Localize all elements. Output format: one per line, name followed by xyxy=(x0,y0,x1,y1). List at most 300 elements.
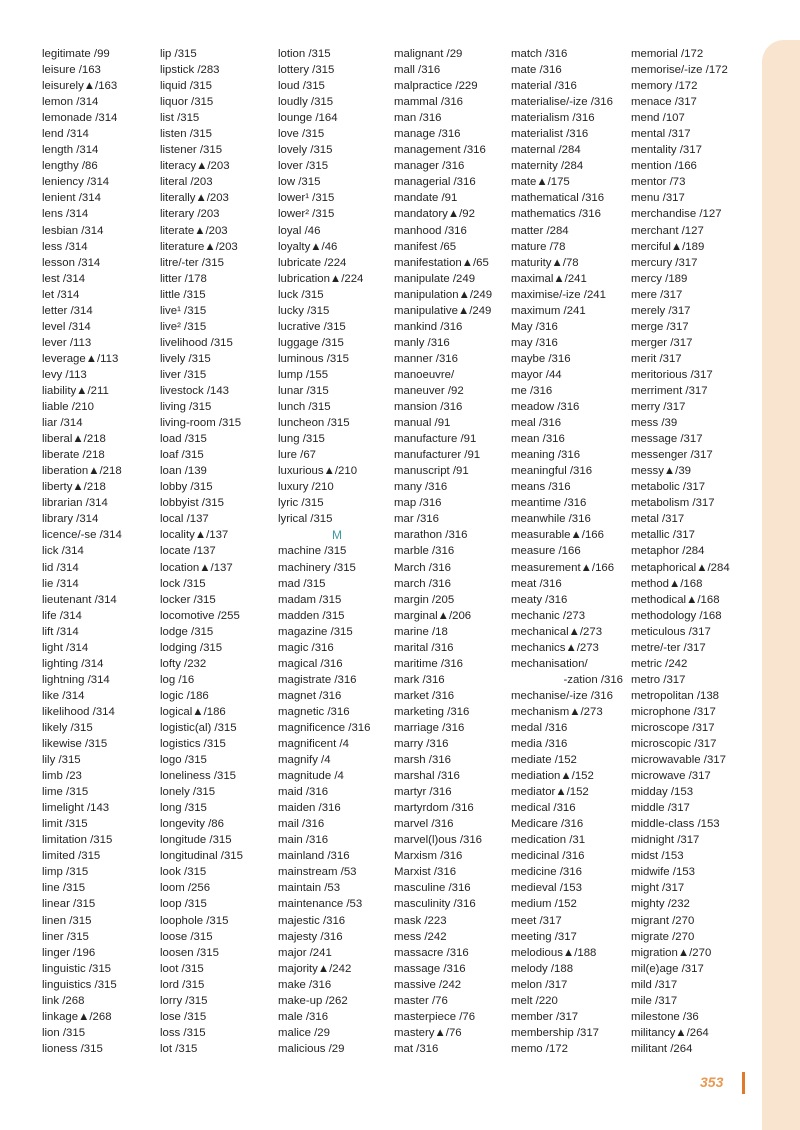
index-column-1 xyxy=(42,46,160,1057)
page-number-bar xyxy=(742,1072,745,1094)
index-entry: majority▲/242 xyxy=(278,962,352,975)
index-entry: loudly /315 xyxy=(278,96,334,109)
index-entry: loyalty▲/46 xyxy=(278,240,338,253)
index-entry: let /314 xyxy=(42,288,80,301)
index-entry: lubrication▲/224 xyxy=(278,272,364,285)
index-entry: likely /315 xyxy=(42,721,93,734)
index-entry: means /316 xyxy=(511,481,571,494)
index-entry: lotion /315 xyxy=(278,48,331,60)
index-entry: longitude /315 xyxy=(160,834,232,847)
index-entry: manufacture /91 xyxy=(394,433,477,446)
index-entry: many /316 xyxy=(394,481,448,494)
index-entry: mend /107 xyxy=(631,112,685,125)
index-entry: major /241 xyxy=(278,946,332,959)
index-entry: liberation▲/218 xyxy=(42,465,122,478)
index-entry: lioness /315 xyxy=(42,1042,103,1055)
index-entry: light /314 xyxy=(42,641,89,654)
index-entry: messy▲/39 xyxy=(631,465,692,478)
index-entry: lemon /314 xyxy=(42,96,99,109)
index-entry: merger /317 xyxy=(631,336,693,349)
index-entry: lounge /164 xyxy=(278,112,338,125)
index-entry: lip /315 xyxy=(160,48,197,60)
index-entry: medieval /153 xyxy=(511,882,582,895)
index-entry: linger /196 xyxy=(42,946,96,959)
index-entry: limit /315 xyxy=(42,818,88,831)
index-entry: marry /316 xyxy=(394,738,449,751)
index-entry: lorry /315 xyxy=(160,994,208,1007)
index-entry: lure /67 xyxy=(278,449,316,462)
index-entry: literacy▲/203 xyxy=(160,160,230,173)
index-entry: microscopic /317 xyxy=(631,738,717,751)
index-entry: look /315 xyxy=(160,866,207,879)
index-entry: mention /166 xyxy=(631,160,697,173)
index-entry: march /316 xyxy=(394,577,451,590)
index-entry: maid /316 xyxy=(278,786,329,799)
index-entry: lord /315 xyxy=(160,978,205,991)
index-entry: lyric /315 xyxy=(278,497,324,510)
index-entry: lest /314 xyxy=(42,272,86,285)
index-entry: menace /317 xyxy=(631,96,697,109)
section-letter-heading: M xyxy=(332,528,342,543)
index-entry: medium /152 xyxy=(511,898,577,911)
index-entry: lesson /314 xyxy=(42,256,101,269)
index-entry: liberty▲/218 xyxy=(42,481,106,494)
index-entry: magnificent /4 xyxy=(278,738,349,751)
page-number: 353 xyxy=(700,1074,724,1090)
index-entry: mayor /44 xyxy=(511,368,562,381)
index-entry: make /316 xyxy=(278,978,332,991)
index-entry: mechanic /273 xyxy=(511,609,586,622)
index-entry: meaningful /316 xyxy=(511,465,593,478)
index-entry: longevity /86 xyxy=(160,818,224,831)
index-entry: marble /316 xyxy=(394,545,455,558)
index-entry: male /316 xyxy=(278,1010,329,1023)
index-entry: metaphor /284 xyxy=(631,545,705,558)
index-entry: lot /315 xyxy=(160,1042,198,1055)
index-entry: merge /317 xyxy=(631,320,689,333)
index-entry: merciful▲/189 xyxy=(631,240,705,253)
index-entry: match /316 xyxy=(511,48,568,60)
index-entry: mathematical /316 xyxy=(511,192,605,205)
index-entry: living /315 xyxy=(160,401,212,414)
index-entry: like /314 xyxy=(42,689,85,702)
index-entry: migrate /270 xyxy=(631,930,695,943)
index-entry: medical /316 xyxy=(511,802,576,815)
index-entry: make-up /262 xyxy=(278,994,348,1007)
index-entry: manifestation▲/65 xyxy=(394,256,489,269)
index-entry: maintain /53 xyxy=(278,882,341,895)
index-entry: magnetic /316 xyxy=(278,705,350,718)
index-entry: mall /316 xyxy=(394,64,441,77)
index-entry: mil(e)age /317 xyxy=(631,962,704,975)
index-entry: limp /315 xyxy=(42,866,89,879)
index-entry: longitudinal /315 xyxy=(160,850,243,863)
index-entry: member /317 xyxy=(511,1010,579,1023)
index-entry: metropolitan /138 xyxy=(631,689,720,702)
index-entry: limitation /315 xyxy=(42,834,113,847)
index-entry: maintenance /53 xyxy=(278,898,363,911)
index-entry: leniency /314 xyxy=(42,176,110,189)
index-entry: method▲/168 xyxy=(631,577,703,590)
index-entry: loom /256 xyxy=(160,882,211,895)
index-entry: luncheon /315 xyxy=(278,417,350,430)
index-entry: linguistic /315 xyxy=(42,962,112,975)
index-entry: militancy▲/264 xyxy=(631,1026,709,1039)
index-entry: lieutenant /314 xyxy=(42,593,117,606)
index-entry: mat /316 xyxy=(394,1042,439,1055)
index-entry: microwave /317 xyxy=(631,770,711,783)
index-column-6 xyxy=(631,46,749,1057)
index-entry: magazine /315 xyxy=(278,625,353,638)
index-entry: malpractice /229 xyxy=(394,80,478,93)
index-entry: middle /317 xyxy=(631,802,690,815)
index-entry: microwavable /317 xyxy=(631,754,726,767)
index-entry: maximal▲/241 xyxy=(511,272,587,285)
index-entry: lovely /315 xyxy=(278,144,333,157)
index-entry: merchant /127 xyxy=(631,224,704,237)
index-column-3 xyxy=(278,46,396,1057)
index-entry: marvel /316 xyxy=(394,818,454,831)
index-entry: logistic(al) /315 xyxy=(160,721,237,734)
index-entry: margin /205 xyxy=(394,593,455,606)
index-entry: line /315 xyxy=(42,882,86,895)
index-entry: low /315 xyxy=(278,176,321,189)
index-entry: literature▲/203 xyxy=(160,240,238,253)
index-entry: liner /315 xyxy=(42,930,89,943)
index-entry: mechanisation/ xyxy=(511,657,588,670)
index-entry: mechanism▲/273 xyxy=(511,705,603,718)
index-entry: logistics /315 xyxy=(160,738,226,751)
index-entry: marriage /316 xyxy=(394,721,465,734)
index-entry: media /316 xyxy=(511,738,568,751)
index-entry: lend /314 xyxy=(42,128,89,141)
index-entry: mean /316 xyxy=(511,433,565,446)
index-entry: liberate /218 xyxy=(42,449,105,462)
index-entry: midnight /317 xyxy=(631,834,700,847)
index-entry: materialism /316 xyxy=(511,112,595,125)
index-entry: marketing /316 xyxy=(394,705,470,718)
index-entry: midwife /153 xyxy=(631,866,695,879)
index-entry: leisure /163 xyxy=(42,64,101,77)
index-entry: massacre /316 xyxy=(394,946,469,959)
index-entry: livestock /143 xyxy=(160,384,230,397)
index-entry: majesty /316 xyxy=(278,930,343,943)
index-entry: lever /113 xyxy=(42,336,92,349)
index-entry: letter /314 xyxy=(42,304,93,317)
index-entry: mandatory▲/92 xyxy=(394,208,475,221)
index-entry: menu /317 xyxy=(631,192,685,205)
index-entry: load /315 xyxy=(160,433,207,446)
index-entry: maximise/-ize /241 xyxy=(511,288,606,301)
index-column-2 xyxy=(160,46,278,1057)
index-entry: merely /317 xyxy=(631,304,691,317)
index-entry: marital /316 xyxy=(394,641,454,654)
index-entry: live¹ /315 xyxy=(160,304,207,317)
index-entry: merchandise /127 xyxy=(631,208,722,221)
index-entry: may /316 xyxy=(511,336,558,349)
index-entry: lobby /315 xyxy=(160,481,213,494)
index-entry: map /316 xyxy=(394,497,442,510)
index-entry: methodical▲/168 xyxy=(631,593,720,606)
index-entry: lyrical /315 xyxy=(278,513,333,526)
index-entry: mechanics▲/273 xyxy=(511,641,599,654)
index-entry: loophole /315 xyxy=(160,914,229,927)
index-entry: manly /316 xyxy=(394,336,450,349)
index-entry: manage /316 xyxy=(394,128,461,141)
index-entry: meticulous /317 xyxy=(631,625,711,638)
index-entry: lucrative /315 xyxy=(278,320,346,333)
index-entry: metal /317 xyxy=(631,513,685,526)
index-entry: litre/-ter /315 xyxy=(160,256,224,269)
index-entry: manner /316 xyxy=(394,352,458,365)
index-entry: manipulation▲/249 xyxy=(394,288,493,301)
index-entry: materialise/-ize /316 xyxy=(511,96,613,109)
index-entry: loot /315 xyxy=(160,962,204,975)
index-entry: logical▲/186 xyxy=(160,705,226,718)
index-entry: lottery /315 xyxy=(278,64,335,77)
index-entry: madam /315 xyxy=(278,593,342,606)
index-entry: lesbian /314 xyxy=(42,224,104,237)
index-entry: lung /315 xyxy=(278,433,325,446)
index-entry: maritime /316 xyxy=(394,657,464,670)
index-entry: lofty /232 xyxy=(160,657,207,670)
index-entry: linear /315 xyxy=(42,898,96,911)
index-entry: loneliness /315 xyxy=(160,770,236,783)
index-entry: lime /315 xyxy=(42,786,89,799)
index-entry: measure /166 xyxy=(511,545,581,558)
index-entry: membership /317 xyxy=(511,1026,600,1039)
index-entry: maybe /316 xyxy=(511,352,571,365)
index-entry: measurable▲/166 xyxy=(511,529,604,542)
index-entry: meantime /316 xyxy=(511,497,587,510)
index-entry: liquid /315 xyxy=(160,80,212,93)
index-entry: material /316 xyxy=(511,80,577,93)
index-entry: librarian /314 xyxy=(42,497,108,510)
index-entry: locate /137 xyxy=(160,545,216,558)
index-entry: lid /314 xyxy=(42,561,79,574)
index-entry: linguistics /315 xyxy=(42,978,117,991)
index-entry: mathematics /316 xyxy=(511,208,601,221)
index-entry: lunch /315 xyxy=(278,401,331,414)
index-entry: luggage /315 xyxy=(278,336,344,349)
index-entry: militant /264 xyxy=(631,1042,693,1055)
index-entry: medication /31 xyxy=(511,834,586,847)
index-entry: lubricate /224 xyxy=(278,256,347,269)
index-entry: lens /314 xyxy=(42,208,89,221)
index-entry: literate▲/203 xyxy=(160,224,228,237)
index-entry: migrant /270 xyxy=(631,914,695,927)
index-entry: milestone /36 xyxy=(631,1010,699,1023)
index-entry: magistrate /316 xyxy=(278,673,357,686)
index-entry: likewise /315 xyxy=(42,738,108,751)
index-entry: managerial /316 xyxy=(394,176,476,189)
index-entry: mar /316 xyxy=(394,513,439,526)
index-entry: lunar /315 xyxy=(278,384,329,397)
index-entry: lump /155 xyxy=(278,368,329,381)
index-entry: meet /317 xyxy=(511,914,562,927)
index-entry: majestic /316 xyxy=(278,914,346,927)
index-entry: marvel(l)ous /316 xyxy=(394,834,482,847)
index-entry: luxury /210 xyxy=(278,481,334,494)
index-entry: log /16 xyxy=(160,673,195,686)
index-entry: loop /315 xyxy=(160,898,207,911)
index-entry: mate▲/175 xyxy=(511,176,570,189)
index-entry: marine /18 xyxy=(394,625,448,638)
index-entry: live² /315 xyxy=(160,320,207,333)
index-entry: materialist /316 xyxy=(511,128,589,141)
index-entry: metric /242 xyxy=(631,657,688,670)
index-entry: metre/-ter /317 xyxy=(631,641,706,654)
index-entry: mad /315 xyxy=(278,577,326,590)
index-entry: mask /223 xyxy=(394,914,447,927)
index-entry: maternity /284 xyxy=(511,160,584,173)
index-entry: mainstream /53 xyxy=(278,866,357,879)
index-entry: magnify /4 xyxy=(278,754,331,767)
index-entry: masculine /316 xyxy=(394,882,471,895)
index-entry: luxurious▲/210 xyxy=(278,465,358,478)
index-entry: loss /315 xyxy=(160,1026,206,1039)
index-entry: maturity▲/78 xyxy=(511,256,579,269)
index-entry: manager /316 xyxy=(394,160,465,173)
index-entry: lenient /314 xyxy=(42,192,101,205)
index-entry: long /315 xyxy=(160,802,207,815)
index-entry: midst /153 xyxy=(631,850,684,863)
index-entry: mastery▲/76 xyxy=(394,1026,462,1039)
index-entry: massive /242 xyxy=(394,978,462,991)
index-entry: mediation▲/152 xyxy=(511,770,594,783)
index-entry: mark /316 xyxy=(394,673,445,686)
index-entry: magic /316 xyxy=(278,641,334,654)
index-entry: marshal /316 xyxy=(394,770,460,783)
index-entry: Medicare /316 xyxy=(511,818,584,831)
index-entry: methodology /168 xyxy=(631,609,722,622)
index-entry: linen /315 xyxy=(42,914,92,927)
index-entry: malicious /29 xyxy=(278,1042,345,1055)
index-entry: me /316 xyxy=(511,384,553,397)
index-entry: metro /317 xyxy=(631,673,686,686)
index-entry: May /316 xyxy=(511,320,558,333)
index-entry: little /315 xyxy=(160,288,206,301)
index-entry: mail /316 xyxy=(278,818,325,831)
index-entry: link /268 xyxy=(42,994,85,1007)
index-entry: marathon /316 xyxy=(394,529,468,542)
index-entry: medicinal /316 xyxy=(511,850,585,863)
index-entry: manhood /316 xyxy=(394,224,467,237)
index-entry: legitimate /99 xyxy=(42,48,110,60)
index-entry: literally▲/203 xyxy=(160,192,229,205)
index-entry: master /76 xyxy=(394,994,448,1007)
index-entry: lucky /315 xyxy=(278,304,330,317)
index-entry: lock /315 xyxy=(160,577,206,590)
index-entry: loaf /315 xyxy=(160,449,204,462)
index-entry: lodge /315 xyxy=(160,625,214,638)
index-entry: mate /316 xyxy=(511,64,562,77)
index-entry: memo /172 xyxy=(511,1042,568,1055)
index-entry: life /314 xyxy=(42,609,82,622)
index-entry: meaning /316 xyxy=(511,449,581,462)
side-tab-strip xyxy=(762,40,800,1130)
index-entry: massage /316 xyxy=(394,962,466,975)
index-entry: logic /186 xyxy=(160,689,209,702)
index-entry: mainland /316 xyxy=(278,850,350,863)
index-entry: loose /315 xyxy=(160,930,213,943)
index-entry: market /316 xyxy=(394,689,455,702)
index-entry: limb /23 xyxy=(42,770,82,783)
index-entry: malice /29 xyxy=(278,1026,330,1039)
index-entry: living-room /315 xyxy=(160,417,242,430)
index-entry: luck /315 xyxy=(278,288,324,301)
index-entry: mild /317 xyxy=(631,978,678,991)
index-entry: lighting /314 xyxy=(42,657,104,670)
index-entry: manual /91 xyxy=(394,417,451,430)
index-entry: manipulate /249 xyxy=(394,272,476,285)
index-entry: liver /315 xyxy=(160,368,207,381)
index-entry: local /137 xyxy=(160,513,209,526)
index-entry: machine /315 xyxy=(278,545,347,558)
index-entry: lick /314 xyxy=(42,545,84,558)
index-entry: lodging /315 xyxy=(160,641,223,654)
index-entry: mandate /91 xyxy=(394,192,458,205)
index-entry: midday /153 xyxy=(631,786,694,799)
index-entry: masculinity /316 xyxy=(394,898,476,911)
index-entry: loud /315 xyxy=(278,80,325,93)
index-entry: lower¹ /315 xyxy=(278,192,335,205)
index-entry: mental /317 xyxy=(631,128,691,141)
index-entry: locomotive /255 xyxy=(160,609,240,622)
index-entry: magnitude /4 xyxy=(278,770,344,783)
index-entry: lipstick /283 xyxy=(160,64,220,77)
index-entry: lover /315 xyxy=(278,160,329,173)
index-entry: litter /178 xyxy=(160,272,207,285)
index-entry: listener /315 xyxy=(160,144,223,157)
index-entry: middle-class /153 xyxy=(631,818,720,831)
index-entry: mentality /317 xyxy=(631,144,702,157)
index-entry: liberal▲/218 xyxy=(42,433,106,446)
index-entry: metabolism /317 xyxy=(631,497,715,510)
index-entry: mediate /152 xyxy=(511,754,577,767)
index-entry: lengthy /86 xyxy=(42,160,98,173)
index-entry: Marxism /316 xyxy=(394,850,463,863)
index-entry: livelihood /315 xyxy=(160,336,233,349)
index-entry: mankind /316 xyxy=(394,320,463,333)
index-entry: Marxist /316 xyxy=(394,866,457,879)
index-entry: memory /172 xyxy=(631,80,698,93)
index-entry: management /316 xyxy=(394,144,486,157)
index-entry: mature /78 xyxy=(511,240,566,253)
index-entry: masterpiece /76 xyxy=(394,1010,476,1023)
index-entry: machinery /315 xyxy=(278,561,356,574)
index-entry: lively /315 xyxy=(160,352,211,365)
index-entry: lily /315 xyxy=(42,754,81,767)
index-entry: lower² /315 xyxy=(278,208,335,221)
index-entry: merit /317 xyxy=(631,352,682,365)
index-entry: marsh /316 xyxy=(394,754,451,767)
index-entry: liar /314 xyxy=(42,417,83,430)
index-entry: mere /317 xyxy=(631,288,683,301)
index-entry: lonely /315 xyxy=(160,786,216,799)
index-entry: manuscript /91 xyxy=(394,465,469,478)
index-entry: March /316 xyxy=(394,561,451,574)
index-entry: limited /315 xyxy=(42,850,101,863)
index-entry: lose /315 xyxy=(160,1010,207,1023)
index-entry: lift /314 xyxy=(42,625,79,638)
index-entry: meadow /316 xyxy=(511,401,580,414)
index-entry: microscope /317 xyxy=(631,721,715,734)
index-entry: mammal /316 xyxy=(394,96,464,109)
index-entry: merry /317 xyxy=(631,401,686,414)
index-entry: messenger /317 xyxy=(631,449,713,462)
index-entry: lemonade /314 xyxy=(42,112,118,125)
